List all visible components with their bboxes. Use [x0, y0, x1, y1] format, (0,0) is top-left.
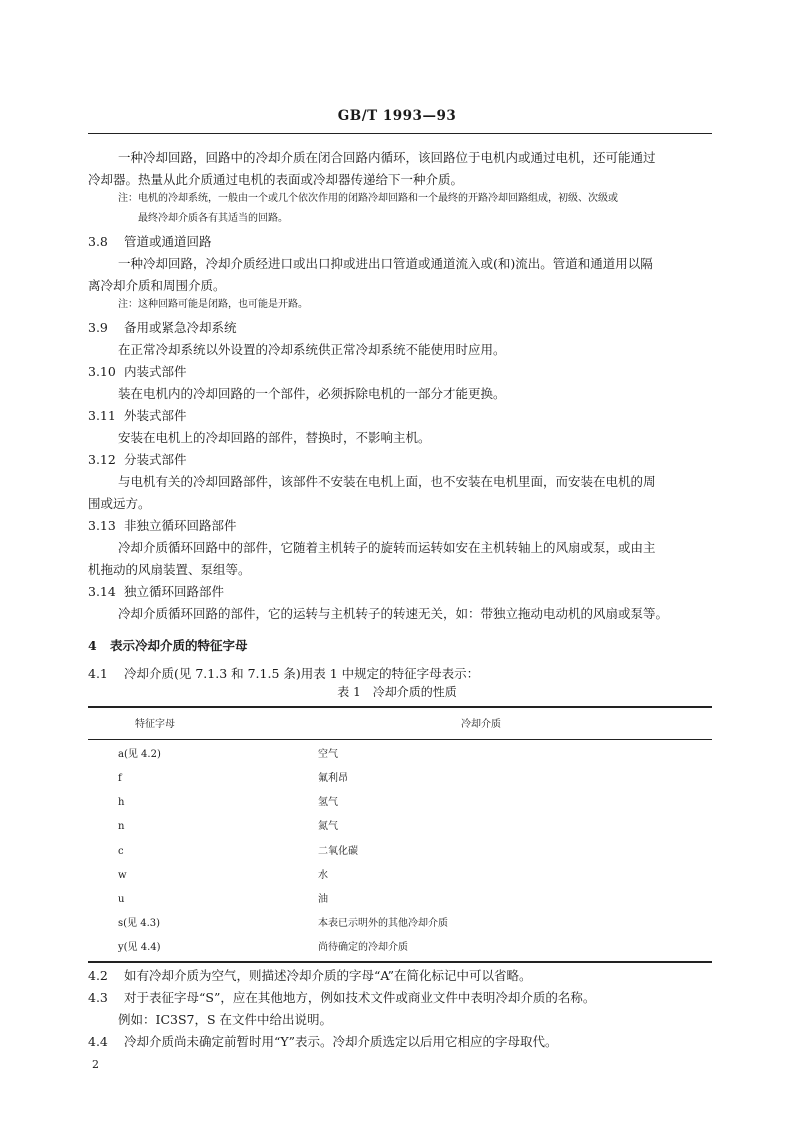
- clause-heading-3-14: [88, 584, 224, 600]
- table-cell-letter: y(见 4.4): [118, 942, 161, 953]
- note: 注：电机的冷却系统，一般由一个或几个依次作用的闭路冷却回路和一个最终的开路冷却回路组成，初级、次级或: [118, 193, 618, 204]
- clause-number: 4.2: [88, 968, 108, 983]
- clause-title: 非独立循环回路部件: [124, 518, 237, 533]
- section-number: 4: [88, 638, 97, 653]
- example-line: 例如：IC3S7，S 在文件中给出说明。: [118, 1012, 333, 1027]
- table-cell-letter: h: [118, 797, 125, 808]
- table-cell-medium: 尚待确定的冷却介质: [318, 942, 408, 953]
- clause-heading-3-10: [88, 364, 187, 380]
- table-cell-medium: 空气: [318, 749, 338, 760]
- paragraph: 安装在电机上的冷却回路的部件，替换时，不影响主机。: [118, 430, 431, 445]
- table-header-cell: 特征字母: [135, 719, 175, 730]
- header-rule: [88, 133, 712, 134]
- clause-heading-3-12: [88, 452, 187, 468]
- clause-heading-3-8: [88, 234, 212, 250]
- clause-title: 独立循环回路部件: [124, 584, 225, 599]
- paragraph: 装在电机内的冷却回路的一个部件，必须拆除电机的一部分才能更换。: [118, 386, 506, 401]
- clause-4-2: [88, 968, 531, 984]
- clause-title: 分装式部件: [124, 452, 187, 467]
- table-header-rule: [88, 739, 712, 740]
- clause-title: 管道或通道回路: [124, 234, 212, 249]
- clause-number: 3.13: [88, 518, 116, 533]
- table-caption: 表 1 冷却介质的性质: [337, 685, 457, 699]
- paragraph: 机拖动的风扇装置、泵组等。: [88, 562, 251, 577]
- table-top-rule: [88, 706, 712, 708]
- clause-number: 4.1: [88, 666, 108, 681]
- clause-4-4: [88, 1034, 558, 1050]
- section-heading-4: [88, 638, 248, 654]
- clause-number: 4.4: [88, 1034, 108, 1049]
- table-cell-medium: 二氧化碳: [318, 846, 358, 857]
- clause-title: 备用或紧急冷却系统: [124, 320, 237, 335]
- clause-title: 内装式部件: [124, 364, 187, 379]
- table-cell-letter: c: [118, 846, 124, 857]
- clause-4-3: [88, 990, 595, 1006]
- paragraph: 一种冷却回路，冷却介质经进口或出口抑或进出口管道或通道流入或(和)流出。管道和通道用以隔: [118, 256, 653, 271]
- table-bottom-rule: [88, 961, 712, 963]
- table-cell-medium: 氢气: [318, 797, 338, 808]
- clause-text: 对于表征字母“S”，应在其他地方，例如技术文件或商业文件中表明冷却介质的名称。: [124, 990, 596, 1005]
- table-cell-letter: u: [118, 894, 125, 905]
- table-cell-letter: s(见 4.3): [118, 918, 161, 929]
- clause-4-1: [88, 666, 479, 682]
- clause-text: 如有冷却介质为空气，则描述冷却介质的字母“A”在简化标记中可以省略。: [124, 968, 532, 983]
- clause-number: 3.8: [88, 234, 108, 249]
- clause-text: 冷却介质尚未确定前暂时用“Y”表示。冷却介质选定以后用它相应的字母取代。: [124, 1034, 558, 1049]
- paragraph: 在正常冷却系统以外设置的冷却系统供正常冷却系统不能使用时应用。: [118, 342, 506, 357]
- clause-number: 3.10: [88, 364, 116, 379]
- table-cell-letter: n: [118, 821, 125, 832]
- table-header-cell: 冷却介质: [461, 719, 501, 730]
- paragraph: 一种冷却回路，回路中的冷却介质在闭合回路内循环，该回路位于电机内或通过电机，还可能通过: [118, 150, 656, 165]
- table-cell-medium: 本表已示明外的其他冷却介质: [318, 918, 448, 929]
- clause-number: 3.11: [88, 408, 116, 423]
- table-cell-letter: f: [118, 773, 122, 784]
- paragraph: 与电机有关的冷却回路部件，该部件不安装在电机上面，也不安装在电机里面，而安装在电机的周: [118, 474, 656, 489]
- clause-number: 3.14: [88, 584, 116, 599]
- table-cell-medium: 氮气: [318, 821, 338, 832]
- page-header: GB/T 1993—93: [337, 108, 457, 124]
- section-title: 表示冷却介质的特征字母: [110, 638, 248, 653]
- clause-number: 4.3: [88, 990, 108, 1005]
- paragraph: 围或远方。: [88, 496, 151, 511]
- table-cell-letter: w: [118, 870, 127, 881]
- paragraph: 冷却介质循环回路的部件，它的运转与主机转子的转速无关，如：带独立拖动电动机的风扇或泵等。: [118, 606, 669, 621]
- paragraph: 离冷却介质和周围介质。: [88, 278, 226, 293]
- clause-number: 3.12: [88, 452, 116, 467]
- clause-number: 3.9: [88, 320, 108, 335]
- page-number: 2: [92, 1058, 99, 1071]
- clause-heading-3-9: [88, 320, 237, 336]
- table-cell-medium: 水: [318, 870, 328, 881]
- table-cell-letter: a(见 4.2): [118, 749, 161, 760]
- paragraph: 冷却器。热量从此介质通过电机的表面或冷却器传递给下一种介质。: [88, 172, 464, 187]
- clause-title: 外装式部件: [124, 408, 187, 423]
- clause-text: 冷却介质(见 7.1.3 和 7.1.5 条)用表 1 中规定的特征字母表示：: [124, 666, 480, 681]
- clause-heading-3-13: [88, 518, 237, 534]
- clause-heading-3-11: [88, 408, 187, 424]
- table-cell-medium: 氟利昂: [318, 773, 348, 784]
- paragraph: 冷却介质循环回路中的部件，它随着主机转子的旋转而运转如安在主机转轴上的风扇或泵，或由主: [118, 540, 656, 555]
- note: 注：这种回路可能是闭路，也可能是开路。: [118, 299, 308, 310]
- table-cell-medium: 油: [318, 894, 328, 905]
- note: 最终冷却介质各有其适当的回路。: [138, 213, 288, 224]
